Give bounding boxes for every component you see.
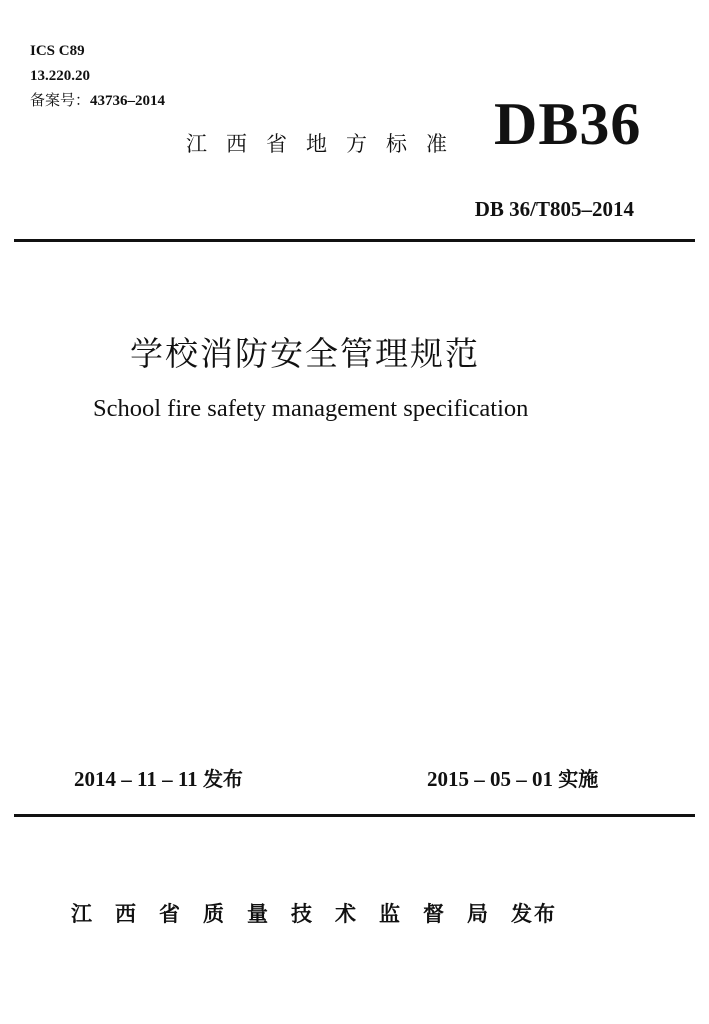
issuer-action: 发布 bbox=[511, 902, 557, 926]
ics-code: ICS C89 bbox=[30, 43, 85, 59]
title-chinese: 学校消防安全管理规范 bbox=[130, 334, 480, 373]
standard-number: DB 36/T805–2014 bbox=[474, 197, 634, 221]
classification-code: 13.220.20 bbox=[30, 68, 90, 84]
record-number: 43736–2014 bbox=[90, 93, 166, 109]
standard-logo: DB36 bbox=[494, 91, 642, 157]
title-english: School fire safety management specification bbox=[93, 395, 529, 422]
issue-date-line bbox=[74, 766, 243, 792]
record-label: 备案号： bbox=[30, 93, 91, 109]
issue-label: 发布 bbox=[202, 767, 243, 791]
implementation-date-line bbox=[427, 766, 598, 792]
implementation-label: 实施 bbox=[558, 767, 599, 791]
issuer-name: 江西省质量技术监督局 bbox=[71, 902, 511, 926]
record-number-line bbox=[30, 92, 165, 110]
bottom-divider bbox=[14, 814, 695, 817]
standard-type-label: 江西省地方标准 bbox=[186, 132, 466, 156]
issue-date: 2014 – 11 – 11 bbox=[74, 767, 198, 791]
issuer-line bbox=[71, 900, 557, 928]
top-divider bbox=[14, 239, 695, 242]
implementation-date: 2015 – 05 – 01 bbox=[427, 767, 553, 791]
